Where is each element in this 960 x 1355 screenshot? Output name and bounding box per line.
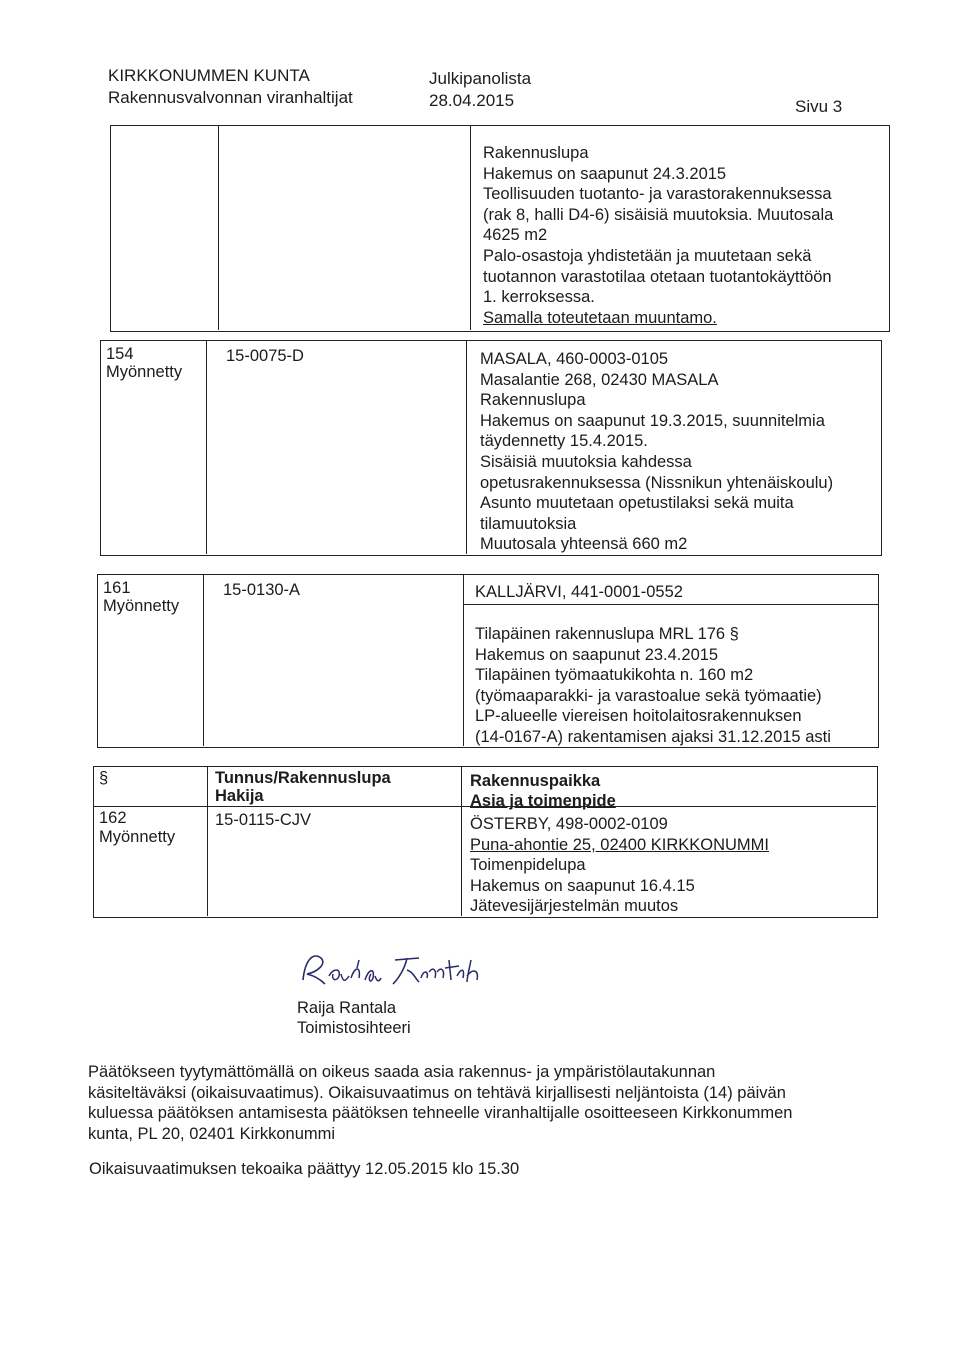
entry-prev-text: Rakennuslupa Hakemus on saapunut 24.3.2015 Teollisuuden tuotanto- ja varastorakennuksessa (rak 8, halli D4-6) sisäisiä muutoksia. Muutosala 4625 m2 Palo-osastoja yhdistetään ja muutetaan sekä tuotannon varastotilaa otetaan tuotantokäyttöön 1. kerroksessa. Samalla toteutetaan muuntamo. bbox=[483, 144, 834, 327]
appeal-deadline: Oikaisuvaatimuksen tekoaika päättyy 12.05.2015 klo 15.30 bbox=[89, 1160, 520, 1178]
municipality-name: KIRKKONUMMEN KUNTA bbox=[108, 66, 310, 85]
entry-161-number: 161 bbox=[103, 579, 131, 597]
entry-162-status: Myönnetty bbox=[99, 828, 176, 846]
entry-154-status: Myönnetty bbox=[106, 363, 183, 381]
entry-162-number: 162 bbox=[99, 809, 127, 827]
entry-162-permit-id: 15-0115-CJV bbox=[215, 811, 311, 829]
entry-154-number: 154 bbox=[106, 345, 134, 363]
column-header-applicant: Hakija bbox=[215, 787, 264, 805]
document-date: 28.04.2015 bbox=[429, 91, 515, 110]
entry-161-permit-id: 15-0130-A bbox=[223, 581, 301, 599]
column-header-matter: Asia ja toimenpide bbox=[470, 792, 616, 810]
department-name: Rakennusvalvonnan viranhaltijat bbox=[108, 88, 353, 107]
appeal-notice: Päätökseen tyytymättömällä on oikeus saada asia rakennus- ja ympäristölautakunnan käsiteltäväksi (oikaisuvaatimus). Oikaisuvaatimus on tehtävä kirjallisesti neljäntoista (14) päivän kuluessa päätöksen antamisesta päätöksen tehneelle viranhaltijalle osoitteeseen Kirkkonummen kunta, PL 20, 02401 Kirkkonummi bbox=[88, 1063, 793, 1143]
handwritten-signature bbox=[295, 938, 495, 998]
entry-154-permit-id: 15-0075-D bbox=[226, 347, 304, 365]
signatory-name: Raija Rantala bbox=[297, 999, 397, 1017]
column-header-location: Rakennuspaikka bbox=[470, 772, 601, 790]
document-type: Julkipanolista bbox=[429, 69, 532, 88]
entry-154-text: MASALA, 460-0003-0105 Masalantie 268, 02430 MASALA Rakennuslupa Hakemus on saapunut 19.3.2015, suunnitelmia täydennetty 15.4.2015. Sisäisiä muutoksia kahdessa opetusrakennuksessa (Nissnikun yhtenäiskoulu) Asunto muutetaan opetustilaksi sekä muita tilamuutoksia Muutosala yhteensä 660 m2 bbox=[480, 350, 834, 554]
entry-161-status: Myönnetty bbox=[103, 597, 180, 615]
column-header-permit: Tunnus/Rakennuslupa bbox=[215, 769, 391, 787]
signatory-title: Toimistosihteeri bbox=[297, 1019, 411, 1037]
section-symbol-header: § bbox=[99, 769, 109, 787]
entry-161-location: KALLJÄRVI, 441-0001-0552 bbox=[475, 583, 683, 601]
entry-162-text: ÖSTERBY, 498-0002-0109 Puna-ahontie 25, 02400 KIRKKONUMMI Toimenpidelupa Hakemus on saapunut 16.4.15 Jätevesijärjestelmän muutos bbox=[470, 815, 769, 916]
page-number: Sivu 3 bbox=[795, 97, 843, 116]
entry-161-text: Tilapäinen rakennuslupa MRL 176 § Hakemus on saapunut 23.4.2015 Tilapäinen työmaatukikohta n. 160 m2 (työmaaparakki- ja varastoalue sekä työmaatie) LP-alueelle viereisen hoitolaitosrakennuksen (14-0167-A) rakentamisen ajaksi 31.12.2015 asti bbox=[475, 625, 831, 746]
